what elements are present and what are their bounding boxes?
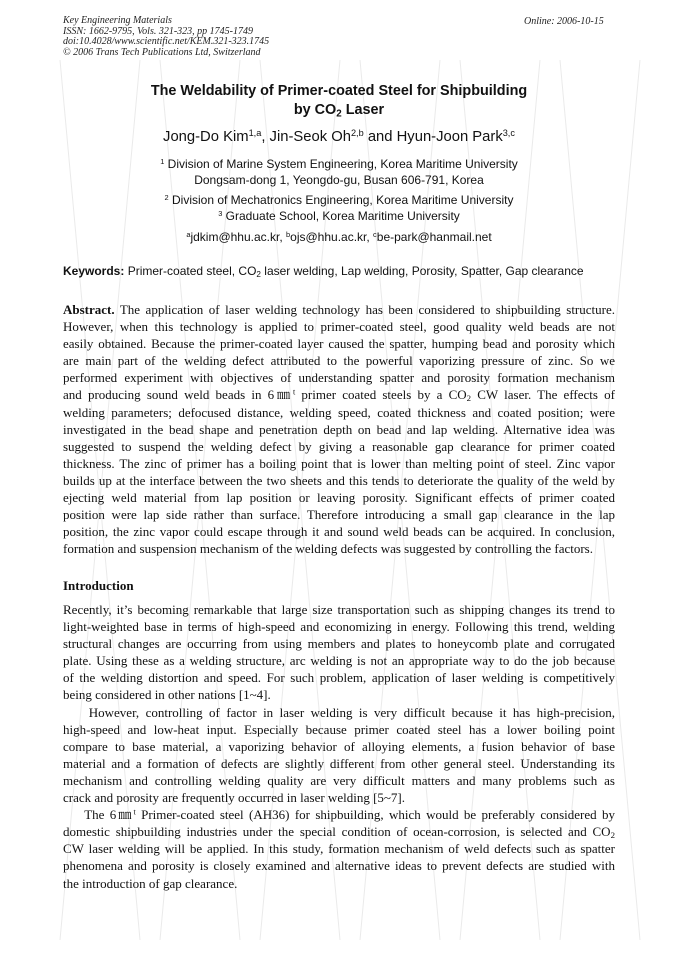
email-link[interactable]: be-park@hanmail.net <box>376 230 492 244</box>
journal-doi[interactable]: doi:10.4028/www.scientific.net/KEM.321-323.1745 <box>63 36 270 48</box>
introduction-body: Recently, it’s becoming remarkable that large size transportation such as shipping changes its trend to light-weighted base in terms of high-speed and economizing in energy. Following this trend, welding structural changes are occurring from using members and plates to honeycomb plate and corrugated plate. Using these as a welding structure, arc welding is not an appropriate way to do the job because of the welding distortion and speed. For such problem, application of laser welding is competitively being considered in other nations [1~4]. However, controlling of factor in laser welding is very difficult because it has high-precision, high-speed and low-heat input. Especially because primer coated steel has a lower boiling point compare to base material, a vaporizing behavior of alloying elements, a fusion behavior of base material and a formation of defects are slightly different from other general steel. Understanding its mechanism and controlling welding quality are very difficult matters and many problems such as crack and porosity are frequently occurred in laser welding [5~7]. The 6㎜$^t$ Primer-coated steel (AH36) for shipbuilding, which would be preferably considered by domestic shipbuilding industries under the special condition of ocean-corrosion, is selected and $CO_2$ CW laser welding will be applied. In this study, formation mechanism of weld defects such as spatter phenomena and porosity is closely examined and alternative ideas to prevent defects are studied with the introduction of gap clearance. <box>63 602 615 891</box>
author-name: Jong-Do Kim <box>163 129 249 145</box>
abstract-label: Abstract. <box>63 302 115 317</box>
email-link[interactable]: ojs@hhu.ac.kr, <box>290 230 374 244</box>
online-date: Online: 2006-10-15 <box>524 16 604 27</box>
title-line-2: by $CO_2$ Laser <box>293 102 385 120</box>
journal-copyright: © 2006 Trans Tech Publications Ltd, Switzerland <box>63 46 261 58</box>
keywords: Keywords: Primer-coated steel, $CO_2$ laser welding, Lap welding, Porosity, Spatter, Gap clearance <box>63 264 584 280</box>
author-emails: $^a$jdkim@hhu.ac.kr, $^b$ojs@hhu.ac.kr, $^c$be-park@hanmail.net <box>186 229 492 244</box>
journal-header <box>63 16 269 58</box>
email-link[interactable]: jdkim@hhu.ac.kr, <box>190 230 287 244</box>
journal-name: Key Engineering Materials <box>63 15 172 26</box>
paper-title <box>63 82 615 120</box>
keywords-label: Keywords: <box>63 264 125 278</box>
author-name: Jin-Seok Oh <box>269 129 351 145</box>
title-line-1: The Weldability of Primer-coated Steel for Shipbuilding <box>150 83 528 99</box>
abstract: Abstract. The application of laser welding technology has been considered to shipbuilding structure. However, when this technology is applied to primer-coated steel, good quality weld beads are not easily obtained. Because the primer-coated layer caused the spatter, humping bead and porosity which are main part of the welding defect attributed to the powerful vaporizing pressure of zinc. So we performed experiment with objectives of understanding spatter and porosity formation mechanism and producing sound weld beads in 6㎜$^t$ primer coated steels by a $CO_2$ CW laser. The effects of welding parameters; defocused distance, welding speed, coated thickness and coated position; were investigated in the bead shape and penetration depth on bead and lap welding. Alternative idea was suggested to suspend the welding defect by giving a reasonable gap clearance for primer coated thickness. The zinc of primer has a boiling point that is lower than melting point of steel. Zinc vapor builds up at the interface between the two sheets and this tends to deteriorate the quality of the weld by ejecting weld material from lap position or leaving porosity. Significant effects of primer coated position were lap side rather than surface. Therefore introducing a small gap clearance in the lap position, the zinc vapor could escape through it and sound weld beads can be acquired. In conclusion, formation and suspension mechanism of the welding defects was suggested by controlling the factors. <box>63 302 615 557</box>
author-name: Hyun-Joon Park <box>396 129 503 145</box>
section-heading-introduction: Introduction <box>63 578 134 593</box>
affiliation-1: $^1$ Division of Marine System Engineering, Korea Maritime University Dongsam-dong 1, Yeongdo-gu, Busan 606-791, Korea <box>160 156 518 187</box>
affiliation-2-3: $^2$ Division of Mechatronics Engineering, Korea Maritime University $^3$ Graduate School, Korea Maritime University <box>164 192 514 223</box>
journal-issn: ISSN: 1662-9795, Vols. 321-323, pp 1745-1749 <box>63 25 253 37</box>
author-list: Jong-Do Kim$^{1,a}$, Jin-Seok Oh$^{2,b}$ and Hyun-Joon Park$^{3,c}$ <box>163 127 515 145</box>
